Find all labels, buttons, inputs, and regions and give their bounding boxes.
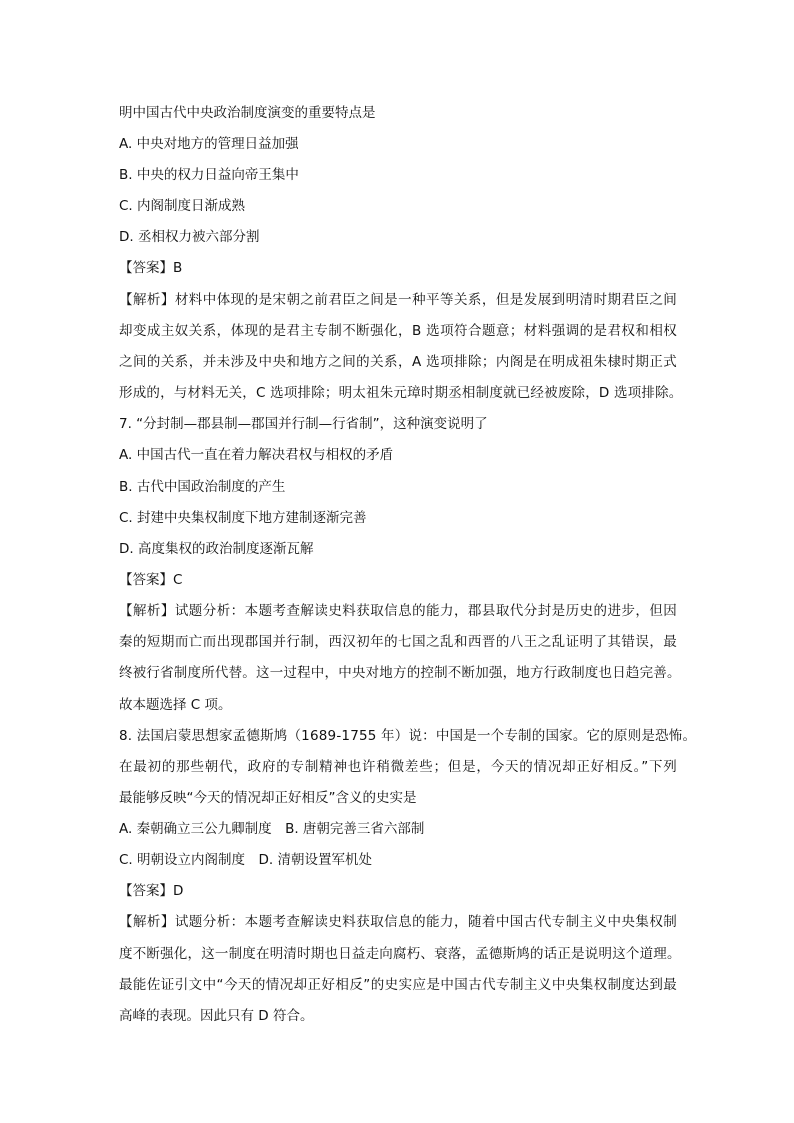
q7-option-b: B. 古代中国政治制度的产生 — [119, 479, 286, 495]
q7-analysis-line-4: 故本题选择 C 项。 — [119, 697, 232, 713]
q7-answer: 【答案】C — [119, 572, 183, 588]
q7-option-c: C. 封建中央集权制度下地方建制逐渐完善 — [119, 510, 367, 526]
q7-option-a: A. 中国古代一直在着力解决君权与相权的矛盾 — [119, 447, 394, 463]
q8-stem-line-2: 在最初的那些朝代，政府的专制精神也许稍微差些；但是，今天的情况却正好相反。”下列 — [119, 759, 677, 775]
q7-analysis-line-2: 秦的短期而亡而出现郡国并行制，西汉初年的七国之乱和西晋的八王之乱证明了其错误，最 — [119, 634, 677, 650]
q8-analysis-line-3: 最能佐证引文中“今天的情况却正好相反”的史实应是中国古代专制主义中央集权制度达到最 — [119, 977, 677, 993]
q8-analysis-line-4: 高峰的表现。因此只有 D 符合。 — [119, 1008, 314, 1024]
q6-analysis-line-1: 【解析】材料中体现的是宋朝之前君臣之间是一种平等关系，但是发展到明清时期君臣之间 — [119, 292, 677, 308]
q8-options-row-2: C. 明朝设立内阁制度 D. 清朝设置军机处 — [119, 852, 372, 868]
q7-option-d: D. 高度集权的政治制度逐渐瓦解 — [119, 541, 314, 557]
q6-option-a: A. 中央对地方的管理日益加强 — [119, 136, 299, 152]
q6-analysis-line-4: 形成的，与材料无关，C 选项排除；明太祖朱元璋时期丞相制度就已经被废除，D 选项排除。 — [119, 385, 683, 401]
q6-answer: 【答案】B — [119, 260, 183, 276]
q6-option-c: C. 内阁制度日渐成熟 — [119, 198, 246, 214]
q6-option-b: B. 中央的权力日益向帝王集中 — [119, 167, 299, 183]
q6-analysis-line-3: 之间的关系，并未涉及中央和地方之间的关系，A 选项排除；内阁是在明成祖朱棣时期正式 — [119, 354, 677, 370]
q7-stem: 7. “分封制—郡县制—郡国并行制—行省制”，这种演变说明了 — [119, 416, 488, 432]
q6-analysis-line-2: 却变成主奴关系，体现的是君主专制不断强化，B 选项符合题意；材料强调的是君权和相权 — [119, 323, 677, 339]
q8-analysis-line-2: 度不断强化，这一制度在明清时期也日益走向腐朽、衰落，孟德斯鸠的话正是说明这个道理。 — [119, 946, 681, 962]
q8-answer: 【答案】D — [119, 883, 184, 899]
q7-analysis-line-1: 【解析】试题分析：本题考查解读史料获取信息的能力，郡县取代分封是历史的进步，但因 — [119, 603, 677, 619]
q8-options-row-1: A. 秦朝确立三公九卿制度 B. 唐朝完善三省六部制 — [119, 821, 425, 837]
q7-analysis-line-3: 终被行省制度所代替。这一过程中，中央对地方的控制不断加强，地方行政制度也日趋完善。 — [119, 665, 681, 681]
q8-stem-line-3: 最能够反映“今天的情况却正好相反”含义的史实是 — [119, 790, 417, 806]
q6-option-d: D. 丞相权力被六部分割 — [119, 229, 260, 245]
q6-stem: 明中国古代中央政治制度演变的重要特点是 — [119, 105, 376, 121]
q8-stem-line-1: 8. 法国启蒙思想家孟德斯鸠（1689-1755 年）说：中国是一个专制的国家。它的原则是恐怖。 — [119, 728, 697, 744]
q8-analysis-line-1: 【解析】试题分析：本题考查解读史料获取信息的能力，随着中国古代专制主义中央集权制 — [119, 914, 677, 930]
